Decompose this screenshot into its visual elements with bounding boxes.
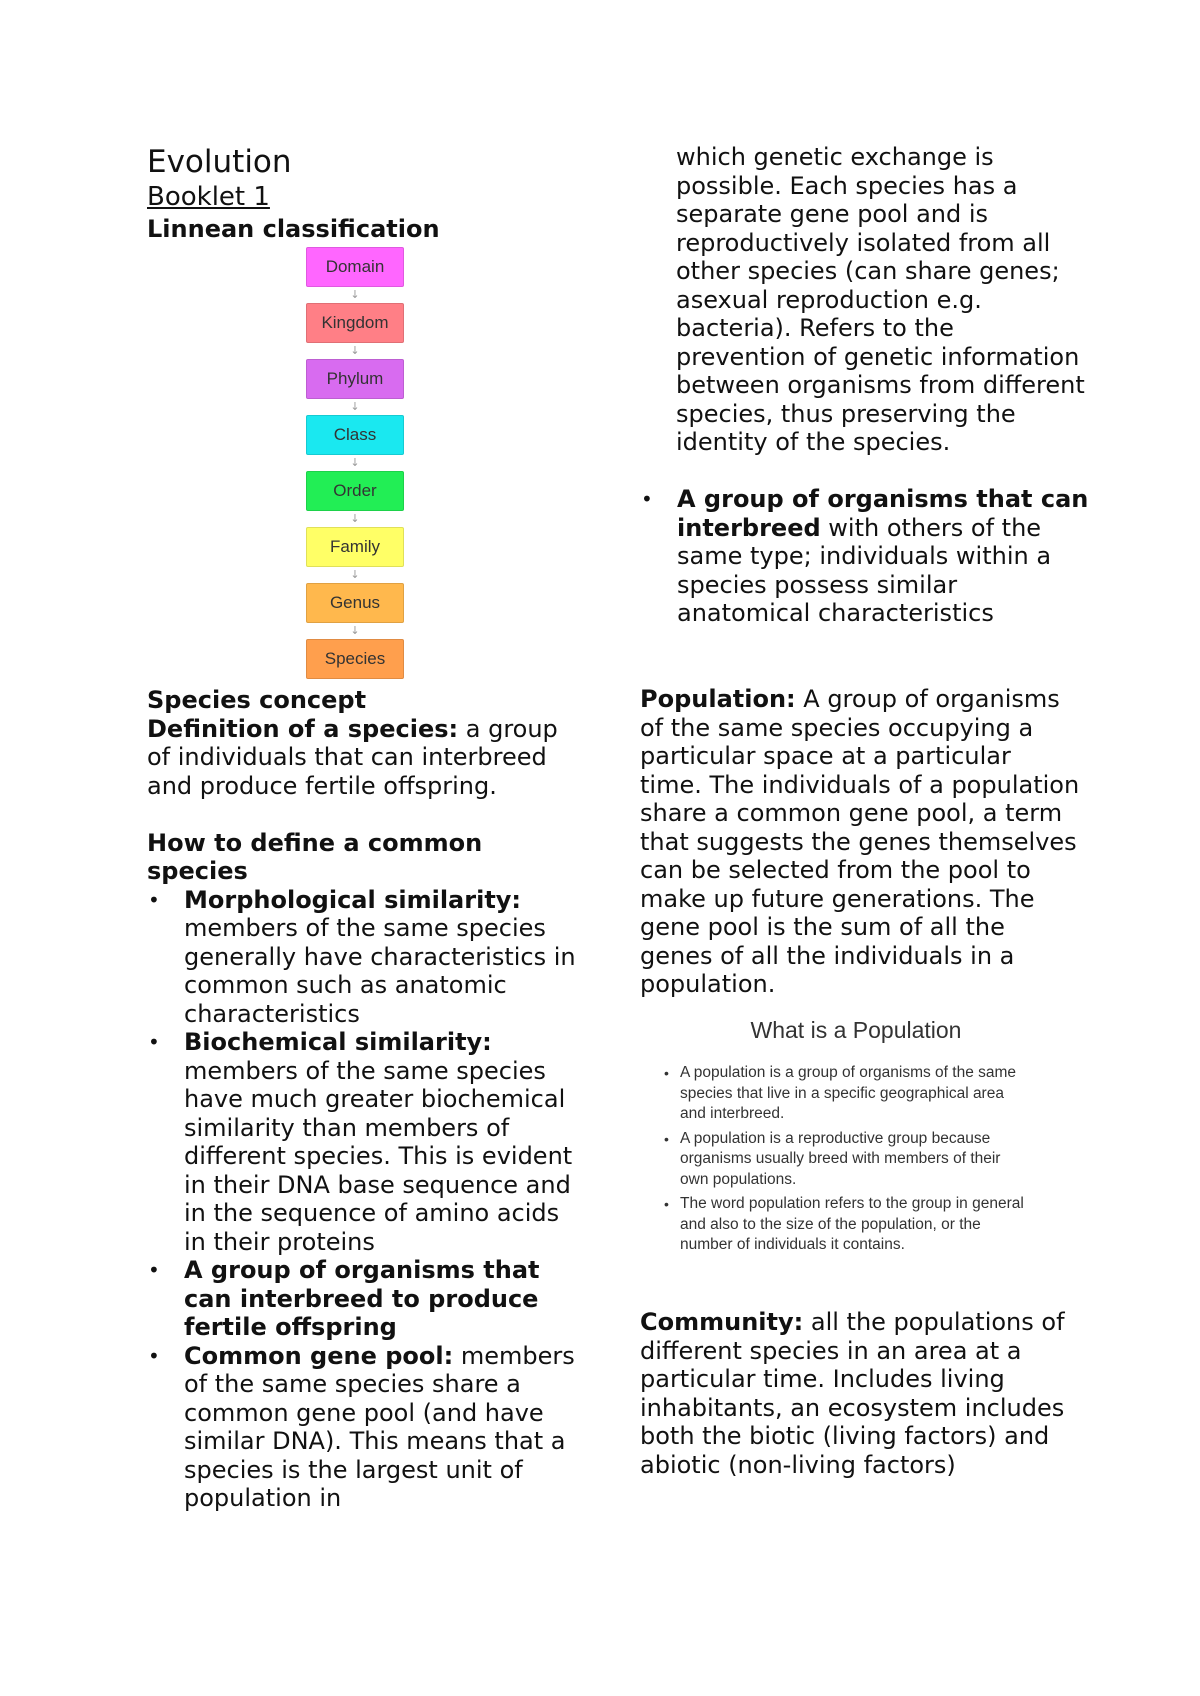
taxonomy-level-order: Order (306, 471, 404, 511)
taxonomy-level-genus: Genus (306, 583, 404, 623)
population-slide (656, 1015, 1056, 1260)
slide-bullet-text: The word population refers to the group in general and also to the size of the population, or the number of individuals it contains. (680, 1195, 1024, 1253)
slide-title: What is a Population (750, 1017, 962, 1043)
species-concept-heading: Species concept (147, 686, 367, 714)
community-section (640, 1308, 1080, 1479)
linnean-heading: Linnean classification (147, 215, 440, 243)
criterion-text: members of the same species generally have characteristics in common such as anatomic characteristics (184, 914, 576, 1028)
list-item (147, 1028, 587, 1256)
criterion-label: A group of organisms that can interbreed to produce fertile offspring (184, 1256, 540, 1341)
criterion-label: Morphological similarity: (184, 885, 522, 914)
species-section (147, 686, 587, 1513)
definition-text: a group of individuals that can interbreed and produce fertile offspring. (147, 714, 558, 800)
extra-bullet-list (640, 485, 1090, 628)
population-paragraph (640, 685, 1080, 999)
list-item (147, 886, 587, 1029)
slide-bullet-text: A population is a reproductive group because organisms usually breed with members of their own populations. (680, 1129, 1001, 1188)
down-arrow-icon: ↓ (350, 400, 360, 413)
criterion-label: Common gene pool: (184, 1341, 454, 1370)
list-item (147, 1256, 587, 1342)
document-title: Evolution (147, 144, 292, 180)
bullet-icon: • (664, 1130, 669, 1147)
taxonomy-level-species: Species (306, 639, 404, 679)
down-arrow-icon: ↓ (350, 288, 360, 301)
community-text: all the populations of different species in an area at a particular time. Includes living inhabitants, an ecosystem includes both the biotic (living factors) and abiotic (non-living factors) (640, 1308, 1065, 1479)
gene-pool-continuation (676, 143, 1086, 457)
list-item (147, 1342, 587, 1513)
criterion-text: members of the same species have much greater biochemical similarity than members of different species. This is evident in their DNA base sequence and in the sequence of amino acids in their proteins (184, 1056, 573, 1256)
continuation-text: which genetic exchange is possible. Each species has a separate gene pool and is reproductively isolated from all other species (can share genes; asexual reproduction e.g. bacteria). Refers to the prevention of genetic information between organisms from different species, thus preserving the identity of the species. (676, 143, 1085, 456)
booklet-subtitle: Booklet 1 (147, 182, 270, 212)
bullet-icon: • (148, 1343, 160, 1368)
taxonomy-level-phylum: Phylum (306, 359, 404, 399)
slide-list-item (656, 1129, 1025, 1191)
bullet-icon: • (148, 887, 160, 912)
taxonomy-level-class: Class (306, 415, 404, 455)
slide-list-item (656, 1063, 1025, 1125)
slide-bullet-text: A population is a group of organisms of the same species that live in a specific geographical area and interbreed. (680, 1064, 1017, 1122)
criterion-text: members of the same species share a common gene pool (and have similar DNA). This means that a species is the largest unit of population in (184, 1341, 575, 1512)
taxonomy-chart (306, 247, 404, 679)
definition-label: Definition of a species: (147, 714, 459, 743)
down-arrow-icon: ↓ (350, 624, 360, 637)
slide-list-item (656, 1194, 1025, 1256)
down-arrow-icon: ↓ (350, 568, 360, 581)
bullet-icon: • (641, 487, 653, 511)
population-section (640, 685, 1080, 999)
species-criteria-list (147, 886, 587, 1513)
list-item (640, 485, 1090, 628)
how-to-define-heading: How to define a common species (147, 828, 483, 885)
taxonomy-level-kingdom: Kingdom (306, 303, 404, 343)
criterion-text: with others of the same type; individuals within a species possess similar anatomical characteristics (677, 513, 1052, 627)
down-arrow-icon: ↓ (350, 512, 360, 525)
down-arrow-icon: ↓ (350, 344, 360, 357)
community-label: Community: (640, 1308, 804, 1336)
community-paragraph (640, 1308, 1080, 1479)
population-label: Population: (640, 685, 796, 713)
criterion-label: Biochemical similarity: (184, 1028, 492, 1056)
criterion-label: A group of organisms that can interbreed (677, 485, 1089, 542)
down-arrow-icon: ↓ (350, 456, 360, 469)
taxonomy-level-domain: Domain (306, 247, 404, 287)
spacer (147, 800, 587, 829)
population-text: A group of organisms of the same species occupying a particular space at a particular time. The individuals of a population share a common gene pool, a term that suggests the genes themselves can be selected from the pool to make up future generations. The gene pool is the sum of all the genes of all the individuals in a population. (640, 685, 1080, 998)
bullet-icon: • (148, 1258, 160, 1282)
extra-bullet-section (640, 485, 1090, 628)
bullet-icon: • (664, 1196, 669, 1212)
species-definition (147, 715, 587, 801)
taxonomy-level-family: Family (306, 527, 404, 567)
slide-bullet-list (656, 1063, 1056, 1256)
bullet-icon: • (148, 1030, 160, 1054)
bullet-icon: • (664, 1065, 669, 1081)
